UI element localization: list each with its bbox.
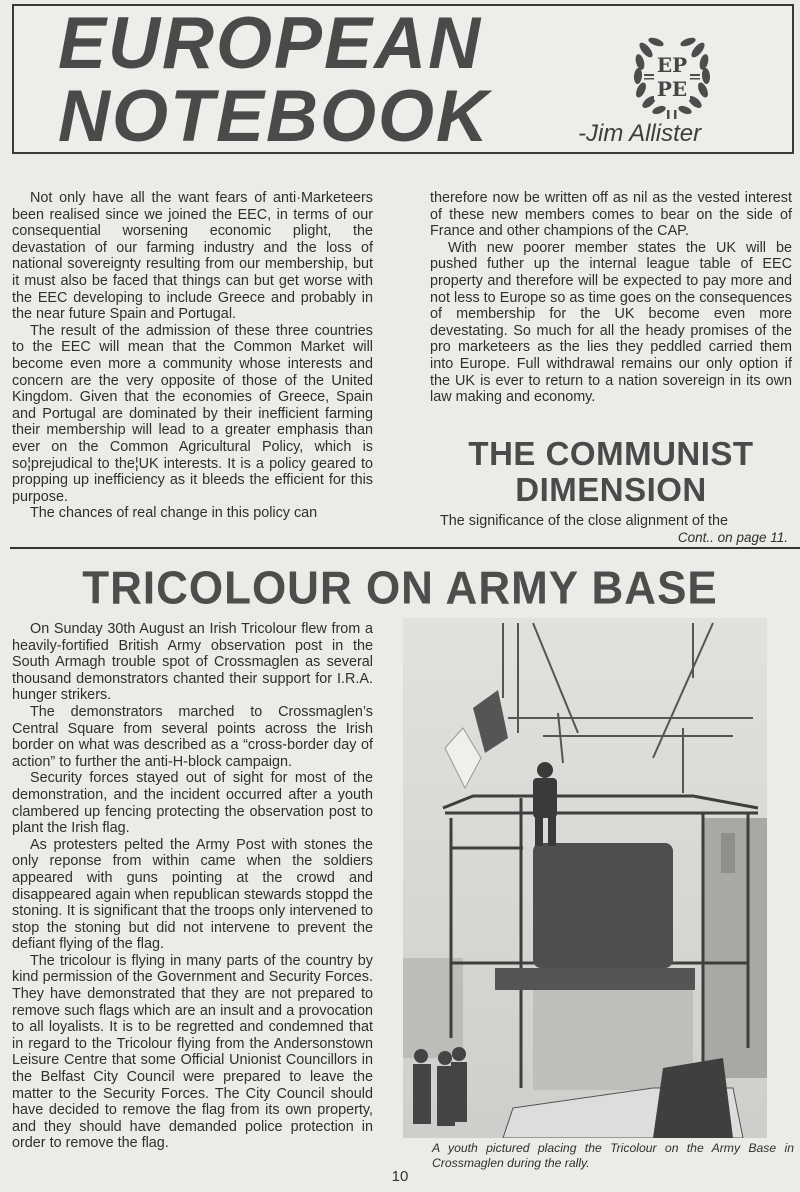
paragraph: The demonstrators marched to Crossmaglen’s Central Square from several points across the Irish border on what was described as a “cross-border day of action” to further the anti-H-block campaign.	[12, 703, 373, 770]
paragraph: The tricolour is flying in many parts of the country by kind permission of the Government and Security Forces. They have demonstrated that they are not prepared to remove such flags which are an insult and a provocation to all loyalists. It is to be regretted and condemned that in regard to the Tricolour flying from the Andersonstown Leisure Centre that some Official Unionist Councillors in the Belfast City Council were prepared to leave the matter to the Security Forces. The City Council should have decided to remove the flag from its own property, and they should have demanded police protection in order to remove the flag.	[12, 952, 373, 1152]
paragraph: therefore now be written off as nil as the vested interest of these new members comes to bear on the side of France and other champions of the CAP.	[430, 190, 792, 240]
european-article-column-2	[430, 190, 792, 406]
paragraph: On Sunday 30th August an Irish Tricolour flew from a heavily-fortified British Army observation post in the South Armagh trouble spot of Crossmaglen as several thousand demonstrators chanted their support for I.R.A. hunger strikers.	[12, 621, 373, 704]
laurel-wreath-icon	[630, 28, 714, 120]
masthead-title-line2: NOTEBOOK	[58, 75, 491, 158]
european-article-column-1	[12, 190, 373, 522]
heading-line: DIMENSION	[515, 471, 707, 508]
communist-dimension-heading	[430, 436, 792, 508]
crowd	[413, 1047, 467, 1126]
logo-text-bottom: PE	[656, 77, 688, 101]
paragraph: As protesters pelted the Army Post with stones the only reponse from within came when the soldiers appeared with guns pointing at the crowd and disappeared again when republican stewards stoppd the stoning. It is significant that the troops only intervened to stop the stoning but did not intervene to prevent the defiant flying of the flag.	[12, 836, 373, 953]
water-tank	[533, 843, 673, 968]
army-post-photo	[403, 618, 767, 1138]
photo-caption: A youth pictured placing the Tricolour on the Army Base in Crossmaglen during the rally.	[432, 1141, 794, 1170]
continued-reference-link[interactable]: Cont.. on page 11.	[677, 530, 788, 545]
heading-line: THE COMMUNIST	[468, 435, 754, 472]
author-byline: -Jim Allister	[578, 120, 702, 147]
building	[403, 958, 463, 1058]
tricolour-article-body	[12, 621, 373, 1152]
masthead-title	[58, 2, 491, 158]
masthead-title-line1: EUROPEAN	[58, 2, 483, 85]
section-divider	[10, 547, 800, 549]
paragraph: Security forces stayed out of sight for most of the demonstration, and the incident occurred after a youth clambered up fencing protecting the observation post to plant the Irish flag.	[12, 770, 373, 837]
masthead-box	[12, 2, 794, 158]
communist-intro-text: The significance of the close alignment of the	[440, 513, 728, 529]
paragraph: Not only have all the want fears of anti·Marketeers been realised since we joined the EEC, in terms of our consequential worsening economic plight, the devastation of our farming industry and the loss of national sovereignty resulting from our membership, but it must also be faced that things can but get worse with the EEC developing to include Greece and probably in the near future Spain and Portugal.	[12, 190, 373, 323]
logo-text-top: EP	[656, 53, 688, 77]
paragraph: The result of the admission of these three countries to the EEC will mean that the Common Market will become even more a community whose interests and concern are the very opposite of those of the United Kingdom. Given that the economies of Greece, Spain and Portugal are dominated by their inefficient farming their membership will lead to a greater emphasis than ever on the Common Agricultural Policy, which is so¦prejudical to the¦UK interests. It is a policy geared to propping up inefficiency as it bleeds the efficient for this purpose.	[12, 322, 373, 505]
paragraph: The chances of real change in this policy can	[30, 505, 318, 522]
page-number: 10	[391, 1168, 409, 1185]
photo-illustration	[403, 618, 767, 1138]
paragraph: With new poorer member states the UK will be pushed futher up the internal league table of EEC property and therefore will be expected to pay more and not less to Europe so as time goes on the consequences of membership for the UK become even more devestating. So much for all the heady promises of the pro marketeers as the lies they peddled carried them into Europe. Full withdrawal remains our only option if the UK is ever to return to a nation sovereign in its own law making and economy.	[430, 239, 792, 406]
tricolour-headline: TRICOLOUR ON ARMY BASE	[82, 562, 718, 615]
